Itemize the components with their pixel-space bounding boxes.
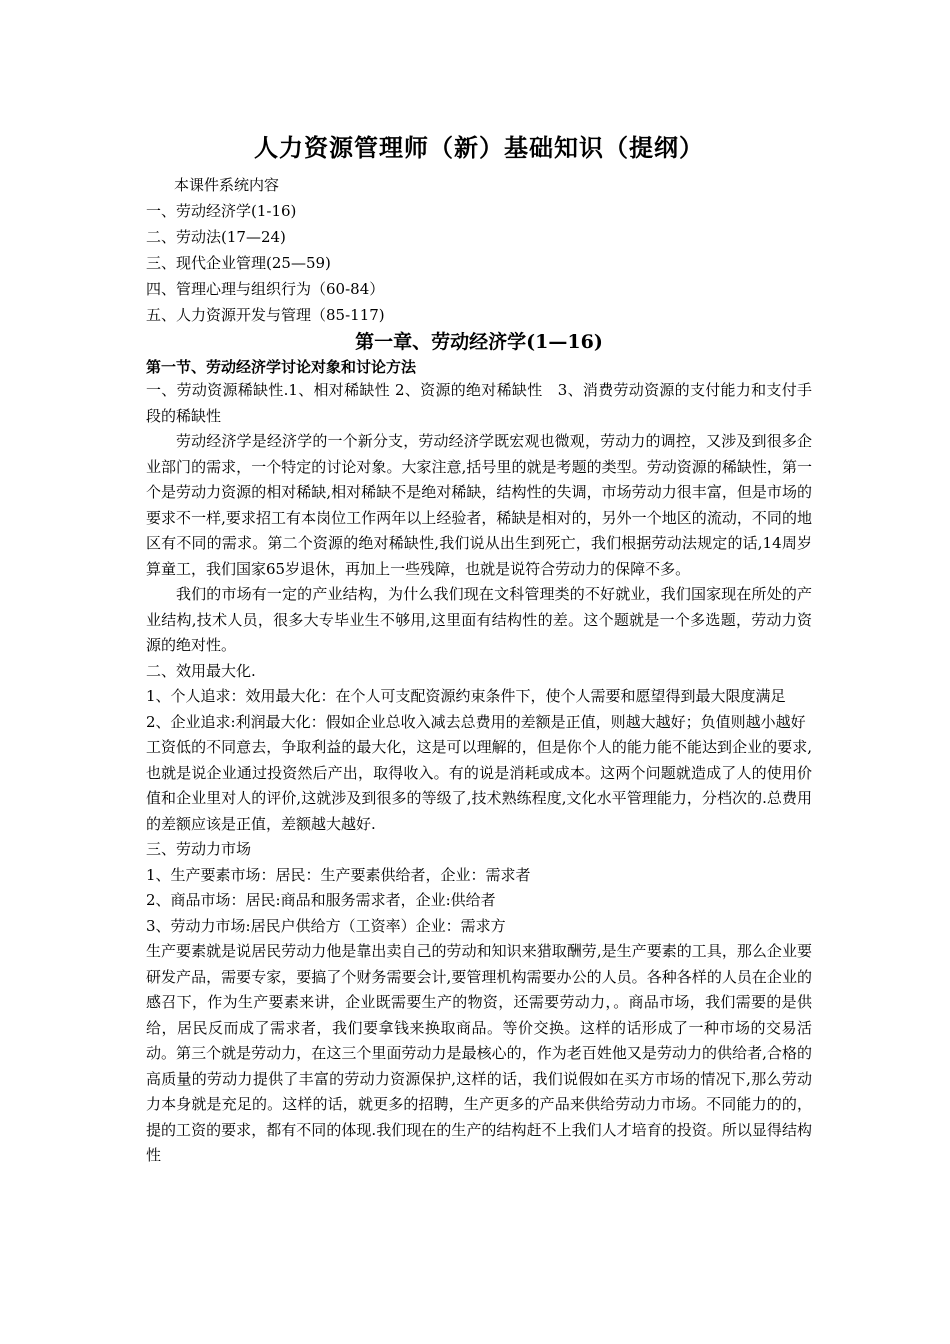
toc-item: 四、管理心理与组织行为（60-84） [146,280,385,298]
table-of-contents [146,198,812,328]
paragraph: 3、劳动力市场:居民户供给方（工资率）企业：需求方 [146,916,506,935]
toc-item: 五、人力资源开发与管理（85-117) [146,306,385,324]
paragraph: 生产要素就是说居民劳动力他是靠出卖自己的劳动和知识来猎取酬劳,是生产要素的工具，那么企业要研发产品，需要专家，要搞了个财务需要会计,要管理机构需要办公的人员。各种各样的人员在企业的感召下，作为生产要素来讲，企业既需要生产的物资，还需要劳动力，。商品市场，我们需要的是供给，居民反而成了需求者，我们要拿钱来换取商品。等价交换。这样的话形成了一种市场的交易活动。第三个就是劳动力，在这三个里面劳动力是最核心的，作为老百姓他又是劳动力的供给者,合格的高质量的劳动力提供了丰富的劳动力资源保护,这样的话，我们说假如在买方市场的情况下,那么劳动力本身就是充足的。这样的话，就更多的招聘，生产更多的产品来供给劳动力市场。不同能力的的，提的工资的要求，都有不同的体现.我们现在的生产的结构赶不上我们人才培育的投资。所以显得结构性 [146,942,812,1164]
intro-line: 本课件系统内容 [174,176,280,194]
paragraph: 2、商品市场：居民:商品和服务需求者，企业:供给者 [146,891,496,909]
paragraph: 三、劳动力市场 [146,840,252,858]
toc-item: 二、劳动法(17—24) [146,228,286,246]
paragraph: 2、企业追求:利润最大化：假如企业总收入减去总费用的差额是正值，则越大越好；负值则越小越好 [146,712,806,731]
paragraph: 劳动经济学是经济学的一个新分支，劳动经济学既宏观也微观，劳动力的调控，又涉及到很多企业部门的需求，一个特定的讨论对象。大家注意,括号里的就是考题的类型。劳动资源的稀缺性，第一个是劳动力资源的相对稀缺,相对稀缺不是绝对稀缺，结构性的失调，市场劳动力很丰富，但是市场的要求不一样,要求招工有本岗位工作两年以上经验者，稀缺是相对的，另外一个地区的流动，不同的地区有不同的需求。第二个资源的绝对稀缺性,我们说从出生到死亡，我们根据劳动法规定的话,14周岁算童工，我们国家65岁退休，再加上一些残障，也就是说符合劳动力的保障不多。 [146,432,812,578]
paragraph: 一、劳动资源稀缺性.1、相对稀缺性 2、资源的绝对稀缺性 3、消费劳动资源的支付能力和支付手段的稀缺性 [146,381,812,425]
body-text [146,378,812,1169]
section-title: 第一节、劳动经济学讨论对象和讨论方法 [146,358,417,376]
paragraph: 二、效用最大化. [146,661,256,680]
toc-item: 一、劳动经济学(1-16) [146,202,297,220]
chapter-title: 第一章、劳动经济学(1—16) [355,331,603,353]
paragraph: 1、生产要素市场：居民：生产要素供给者，企业：需求者 [146,865,531,884]
paragraph: 工资低的不同意去，争取利益的最大化，这是可以理解的，但是你个人的能力能不能达到企业的要求,也就是说企业通过投资然后产出，取得收入。有的说是消耗或成本。这两个问题就造成了人的使用价值和企业里对人的评价,这就涉及到很多的等级了,技术熟练程度,文化水平管理能力，分档次的.总费用的差额应该是正值，差额越大越好. [146,738,812,833]
paragraph: 我们的市场有一定的产业结构，为什么我们现在文科管理类的不好就业，我们国家现在所处的产业结构,技术人员，很多大专毕业生不够用,这里面有结构性的差。这个题就是一个多选题，劳动力资源的绝对性。 [146,585,812,654]
paragraph: 1、个人追求：效用最大化：在个人可支配资源约束条件下，使个人需要和愿望得到最大限度满足 [146,687,786,705]
toc-item: 三、现代企业管理(25—59) [146,254,331,272]
document-title: 人力资源管理师（新）基础知识（提纲） [254,133,704,162]
